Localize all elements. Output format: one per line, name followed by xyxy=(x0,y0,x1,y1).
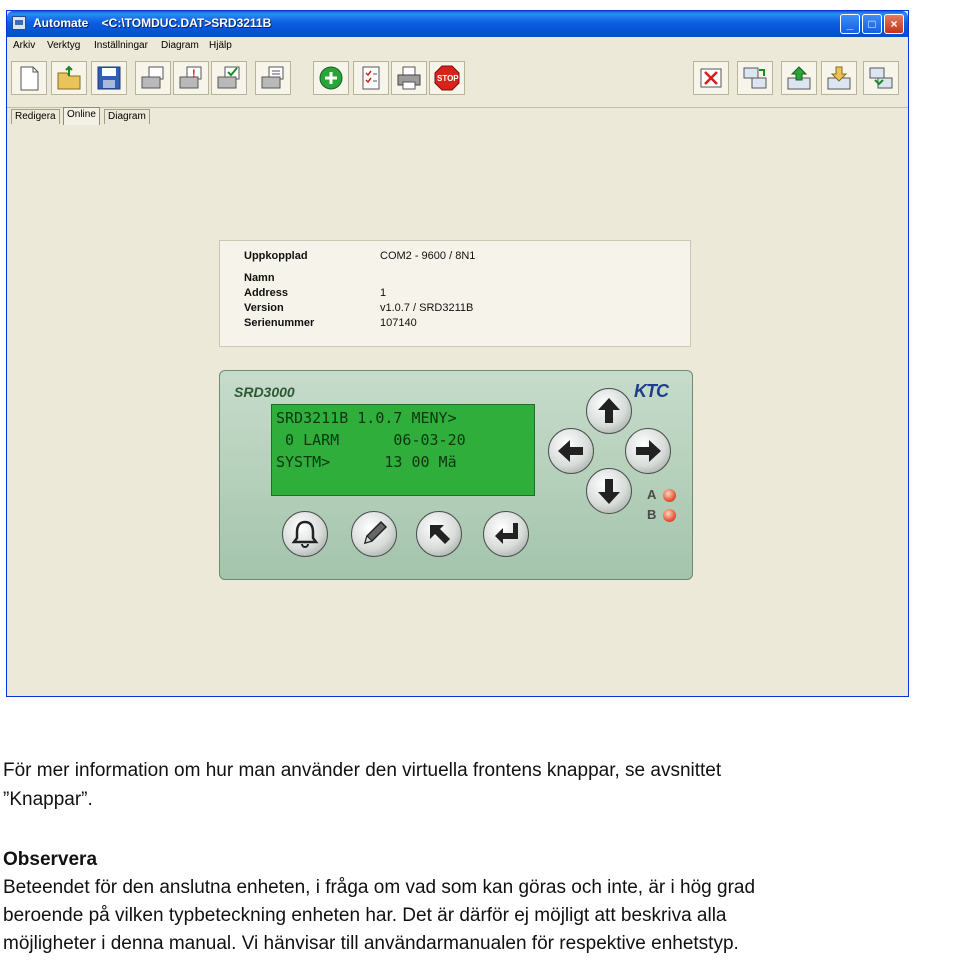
connected-value: COM2 - 9600 / 8N1 xyxy=(380,250,476,262)
menu-diagram[interactable]: Diagram xyxy=(161,40,199,51)
tab-redigera[interactable]: Redigera xyxy=(11,109,60,124)
window-title: Automate <C:\TOMDUC.DAT>SRD3211B xyxy=(33,16,272,30)
save-button[interactable] xyxy=(91,61,127,95)
minimize-button[interactable]: _ xyxy=(840,14,860,34)
arrow-up-icon xyxy=(592,394,626,428)
alert-device-icon xyxy=(177,64,205,92)
serial-value: 107140 xyxy=(380,317,417,329)
open-button[interactable] xyxy=(51,61,87,95)
svg-text:!: ! xyxy=(192,68,196,80)
body-text-line-4: beroende på vilken typbeteckning enheten har. Det är därför ej möjligt att beskriva alla xyxy=(3,905,727,926)
arrow-down-icon xyxy=(592,474,626,508)
pencil-icon xyxy=(357,517,391,551)
tab-strip xyxy=(7,107,908,125)
body-text-line-5: möjligheter i denna manual. Vi hänvisar till användarmanualen för respektive enhetstyp. xyxy=(3,933,739,954)
lcd-display xyxy=(271,404,535,496)
transfer-icon xyxy=(741,64,769,92)
device-brand: KTC xyxy=(634,381,668,401)
new-file-icon xyxy=(15,64,43,92)
cancel-icon xyxy=(697,64,725,92)
online-panel xyxy=(7,125,908,696)
indicator-b-led xyxy=(663,509,676,522)
checklist-button[interactable] xyxy=(353,61,389,95)
toolbar xyxy=(7,55,908,108)
printer-icon xyxy=(395,64,423,92)
print-device-icon xyxy=(259,64,287,92)
menu-verktyg[interactable]: Verktyg xyxy=(47,40,81,51)
enter-button[interactable] xyxy=(483,511,529,557)
back-button[interactable] xyxy=(416,511,462,557)
upload-button[interactable] xyxy=(781,61,817,95)
add-button[interactable] xyxy=(313,61,349,95)
arrow-up-left-icon xyxy=(422,517,456,551)
enter-icon xyxy=(489,517,523,551)
new-button[interactable] xyxy=(11,61,47,95)
menu-bar xyxy=(7,37,908,55)
down-button[interactable] xyxy=(586,468,632,514)
alert-device-button[interactable] xyxy=(173,61,209,95)
stop-icon xyxy=(433,64,461,92)
lcd-line-1: SRD3211B 1.0.7 MENY> xyxy=(276,409,457,427)
save-icon xyxy=(95,64,123,92)
body-text-line-2: ”Knappar”. xyxy=(3,789,93,810)
indicator-b-label: B xyxy=(647,507,657,522)
tab-online[interactable]: Online xyxy=(63,107,100,125)
device-model: SRD3000 xyxy=(234,384,295,400)
arrow-left-icon xyxy=(554,434,588,468)
bell-icon xyxy=(288,517,322,551)
add-icon xyxy=(317,64,345,92)
body-text-line-3: Beteendet för den anslutna enheten, i fråga om vad som kan göras och inte, är i hög grad xyxy=(3,877,756,898)
transfer-button[interactable] xyxy=(737,61,773,95)
sync-icon xyxy=(867,64,895,92)
tab-diagram[interactable]: Diagram xyxy=(104,109,150,124)
version-label: Version xyxy=(244,302,284,314)
observera-heading: Observera xyxy=(3,849,98,870)
read-device-button[interactable] xyxy=(135,61,171,95)
edit-button[interactable] xyxy=(351,511,397,557)
download-icon xyxy=(825,64,853,92)
left-button[interactable] xyxy=(548,428,594,474)
connection-info xyxy=(219,240,691,347)
print-device-button[interactable] xyxy=(255,61,291,95)
checklist-icon xyxy=(357,64,385,92)
svg-text:STOP: STOP xyxy=(437,74,459,83)
menu-hjalp[interactable]: Hjälp xyxy=(209,40,232,51)
upload-icon xyxy=(785,64,813,92)
open-folder-icon xyxy=(55,64,83,92)
lcd-line-2: 0 LARM 06-03-20 xyxy=(276,431,466,449)
stop-button[interactable] xyxy=(429,61,465,95)
app-icon[interactable] xyxy=(12,16,26,30)
lcd-line-3: SYSTM> 13 00 Mä xyxy=(276,453,457,471)
address-label: Address xyxy=(244,287,289,299)
printer-button[interactable] xyxy=(391,61,427,95)
body-text-line-1: För mer information om hur man använder den virtuella frontens knappar, se avsnittet xyxy=(3,760,722,781)
virtual-front-panel xyxy=(219,370,693,580)
title-bar[interactable] xyxy=(7,11,908,37)
right-button[interactable] xyxy=(625,428,671,474)
name-label: Namn xyxy=(244,272,275,284)
check-device-icon xyxy=(215,64,243,92)
maximize-button[interactable]: □ xyxy=(862,14,882,34)
app-window xyxy=(6,10,909,697)
check-device-button[interactable] xyxy=(211,61,247,95)
menu-installningar[interactable]: Inställningar xyxy=(94,40,148,51)
connected-label: Uppkopplad xyxy=(244,250,308,262)
arrow-right-icon xyxy=(631,434,665,468)
alarm-button[interactable] xyxy=(282,511,328,557)
version-value: v1.0.7 / SRD3211B xyxy=(380,302,474,314)
indicator-a-led xyxy=(663,489,676,502)
close-button[interactable]: × xyxy=(884,14,904,34)
menu-arkiv[interactable]: Arkiv xyxy=(13,40,36,51)
read-device-icon xyxy=(139,64,167,92)
sync-button[interactable] xyxy=(863,61,899,95)
cancel-button[interactable] xyxy=(693,61,729,95)
address-value: 1 xyxy=(380,287,387,299)
download-button[interactable] xyxy=(821,61,857,95)
up-button[interactable] xyxy=(586,388,632,434)
indicator-a-label: A xyxy=(647,487,657,502)
serial-label: Serienummer xyxy=(244,317,315,329)
